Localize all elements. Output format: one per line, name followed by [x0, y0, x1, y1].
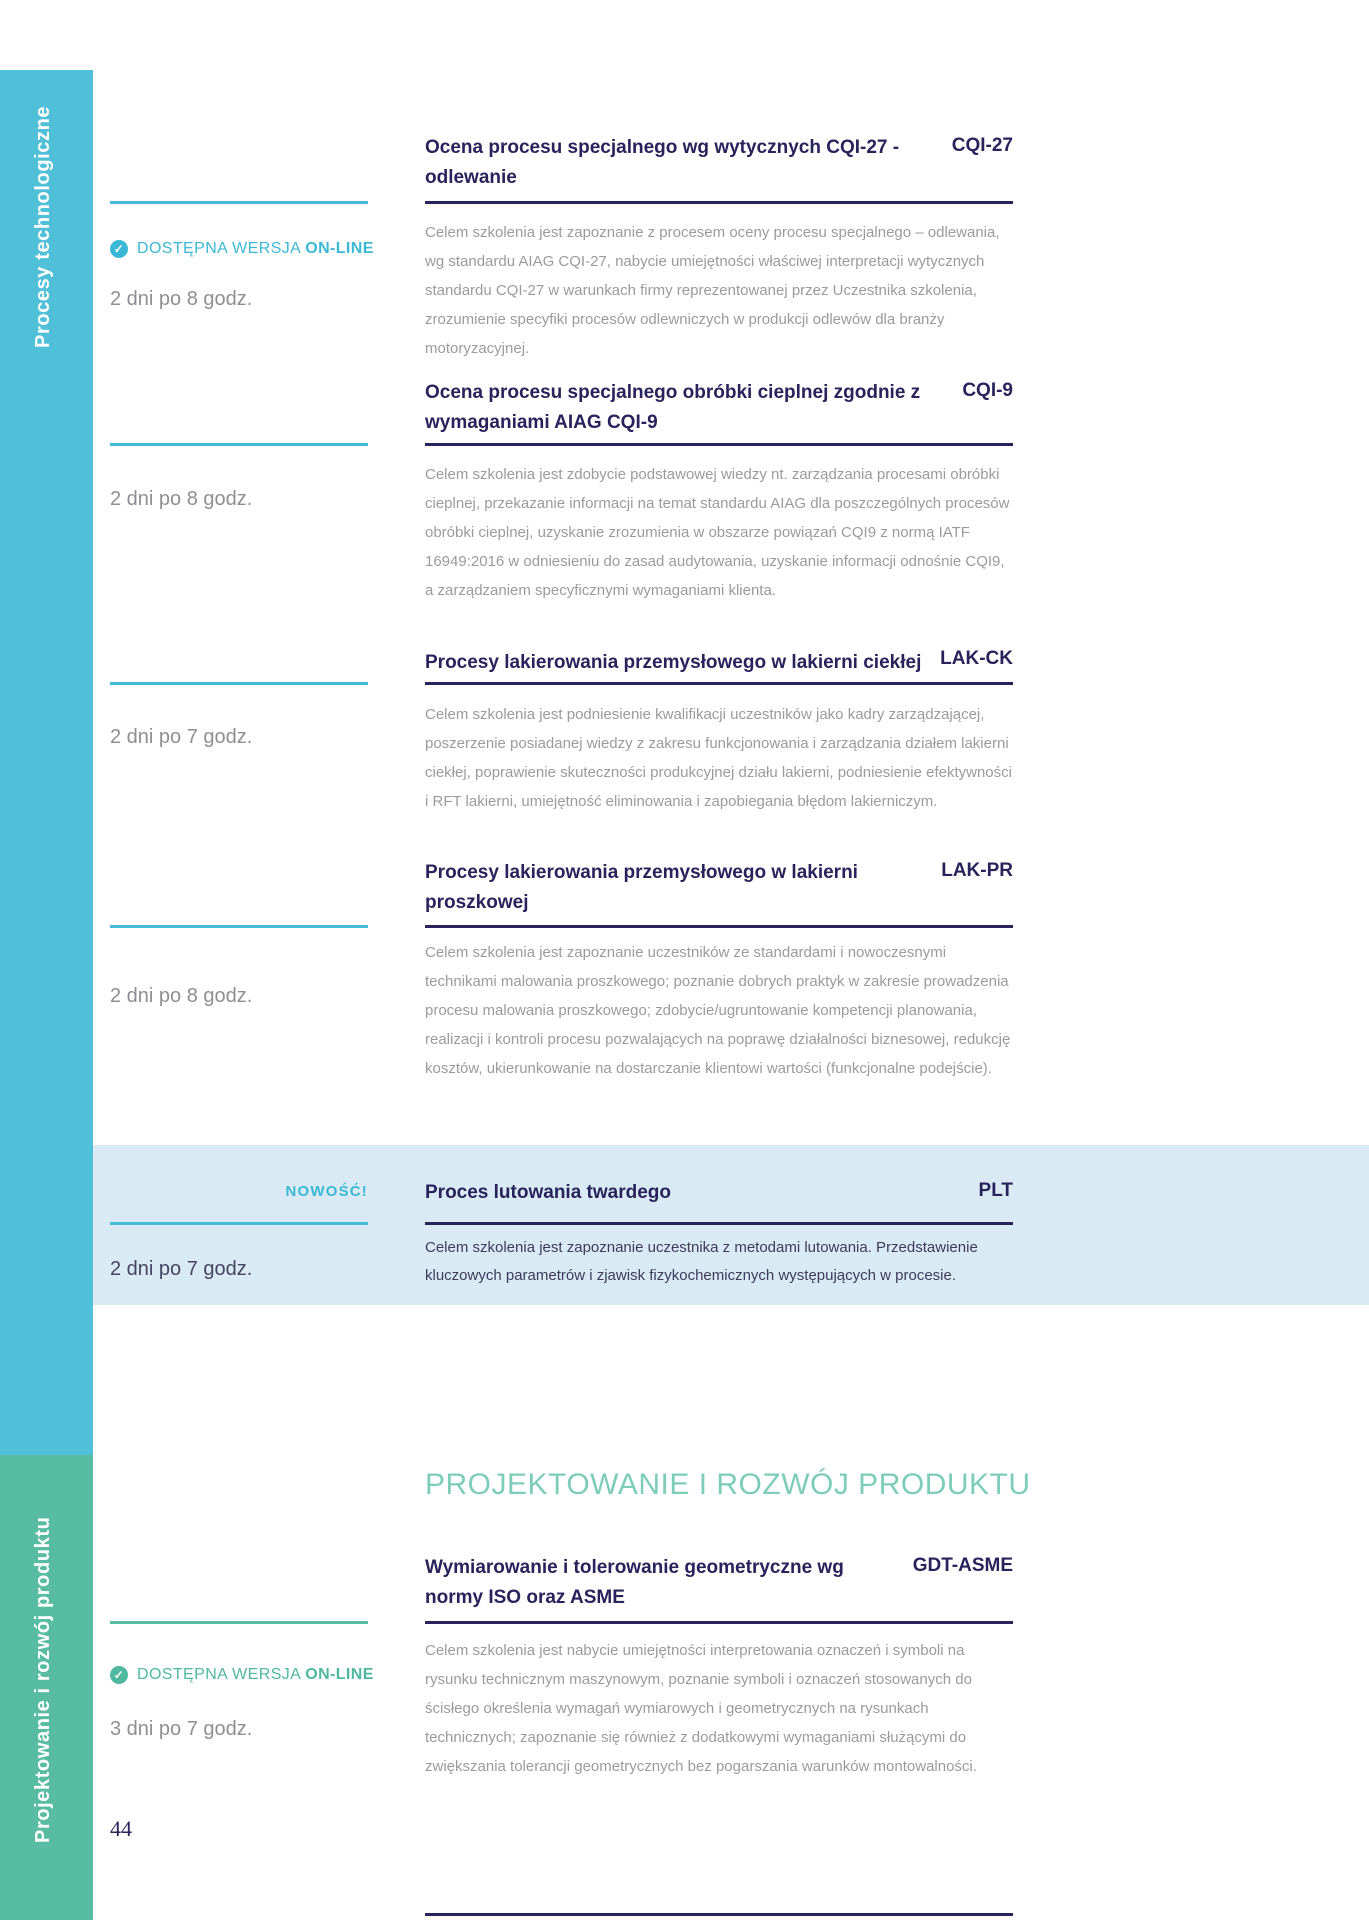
- online-badge-label: DOSTĘPNA WERSJA ON-LINE: [137, 1666, 374, 1683]
- accent-line: [110, 201, 368, 204]
- title-underline: [425, 1222, 1013, 1225]
- course-description: Celem szkolenia jest zapoznanie z procesem oceny procesu specjalnego – odlewania, wg standardu AIAG CQI-27, nabycie umiejętności właściwej interpretacji wytycznych standardu CQI-27 w warunkach firmy reprezentowanej przez Uczestnika szkolenia, zrozumienie specyfiki procesów odlewniczych w produkcji odlewów dla branży motoryzacyjnej.: [425, 224, 1000, 357]
- course-duration: 2 dni po 8 godz.: [110, 488, 253, 510]
- course-description: Celem szkolenia jest zapoznanie uczestnika z metodami lutowania. Przedstawienie kluczowych parametrów i zjawisk fizykochemicznych występujących w procesie.: [425, 1239, 978, 1284]
- check-circle-icon: ✓: [110, 240, 128, 258]
- course-code: LAK-CK: [940, 648, 1013, 669]
- course-duration: 2 dni po 8 godz.: [110, 288, 253, 310]
- online-badge: [110, 240, 374, 258]
- check-circle-icon: ✓: [110, 1666, 128, 1684]
- online-badge-label: DOSTĘPNA WERSJA ON-LINE: [137, 240, 374, 257]
- title-underline: [425, 925, 1013, 928]
- online-badge: [110, 1666, 374, 1684]
- course-title: Ocena procesu specjalnego wg wytycznych CQI-27 - odlewanie: [425, 137, 900, 188]
- course-description: Celem szkolenia jest nabycie umiejętności interpretowania oznaczeń i symboli na rysunku technicznym maszynowym, poznanie symboli i oznaczeń stosowanych do ścisłego określenia wymagań wymiarowych i geometrycznych na rysunkach technicznych; zapoznanie się również z dodatkowymi wymaganiami służącymi do zwiększania tolerancji geometrycznych bez pogarszania warunków montowalności.: [425, 1642, 977, 1775]
- accent-line: [110, 925, 368, 928]
- course-code: LAK-PR: [941, 860, 1013, 881]
- course-title: Proces lutowania twardego: [425, 1182, 671, 1203]
- course-title: Ocena procesu specjalnego obróbki cieplnej zgodnie z wymaganiami AIAG CQI-9: [425, 382, 921, 433]
- next-course-rule: [425, 1913, 1013, 1916]
- title-underline: [425, 443, 1013, 446]
- sidebar-bottom-label: Projektowanie i rozwój produktu: [32, 1516, 54, 1843]
- course-title: Wymiarowanie i tolerowanie geometryczne wg normy ISO oraz ASME: [425, 1557, 844, 1608]
- accent-line: [110, 682, 368, 685]
- course-duration: 3 dni po 7 godz.: [110, 1718, 253, 1740]
- course-code: CQI-27: [951, 135, 1013, 156]
- new-badge-label: NOWOŚĆ!: [285, 1183, 368, 1200]
- section-header: PROJEKTOWANIE I ROZWÓJ PRODUKTU: [425, 1468, 1031, 1501]
- title-underline: [425, 682, 1013, 685]
- accent-line: [110, 1621, 368, 1624]
- course-description: Celem szkolenia jest podniesienie kwalifikacji uczestników jako kadry zarządzającej, poszerzenie posiadanej wiedzy z zakresu funkcjonowania i zarządzania działem lakierni ciekłej, poprawienie skuteczności produkcyjnej działu lakierni, podniesienie efektywności i RFT lakierni, umiejętność eliminowania i zapobiegania błędom lakierniczym.: [425, 706, 1012, 810]
- course-duration: 2 dni po 7 godz.: [110, 726, 253, 748]
- course-code: PLT: [978, 1180, 1013, 1201]
- course-description: Celem szkolenia jest zapoznanie uczestników ze standardami i nowoczesnymi technikami malowania proszkowego; poznanie dobrych praktyk w zakresie prowadzenia procesu malowania proszkowego; zdobycie/ugruntowanie kompetencji planowania, realizacji i kontroli procesu pozwalających na poprawę działalności biznesowej, redukcję kosztów, ukierunkowanie na dostarczanie klientowi wartości (funkcjonalne podejście).: [425, 944, 1011, 1077]
- sidebar-top-label: Procesy technologiczne: [32, 105, 54, 348]
- course-code: GDT-ASME: [912, 1555, 1013, 1576]
- page-number: 44: [110, 1816, 132, 1841]
- course-title: Procesy lakierowania przemysłowego w lakierni proszkowej: [425, 862, 858, 913]
- title-underline: [425, 201, 1013, 204]
- title-underline: [425, 1621, 1013, 1624]
- course-description: Celem szkolenia jest zdobycie podstawowej wiedzy nt. zarządzania procesami obróbki cieplnej, przekazanie informacji na temat standardu AIAG dla poszczególnych procesów obróbki cieplnej, uzyskanie zrozumienia w obszarze powiązań CQI9 z normą IATF 16949:2016 w odniesieniu do zasad audytowania, uzyskanie informacji odnośnie CQI9, a zarządzaniem specyficznymi wymaganiami klienta.: [425, 466, 1010, 599]
- course-title: Procesy lakierowania przemysłowego w lakierni ciekłej: [425, 652, 922, 673]
- accent-line: [110, 443, 368, 446]
- course-duration: 2 dni po 7 godz.: [110, 1258, 253, 1280]
- accent-line: [110, 1222, 368, 1225]
- course-duration: 2 dni po 8 godz.: [110, 985, 253, 1007]
- course-code: CQI-9: [962, 380, 1013, 401]
